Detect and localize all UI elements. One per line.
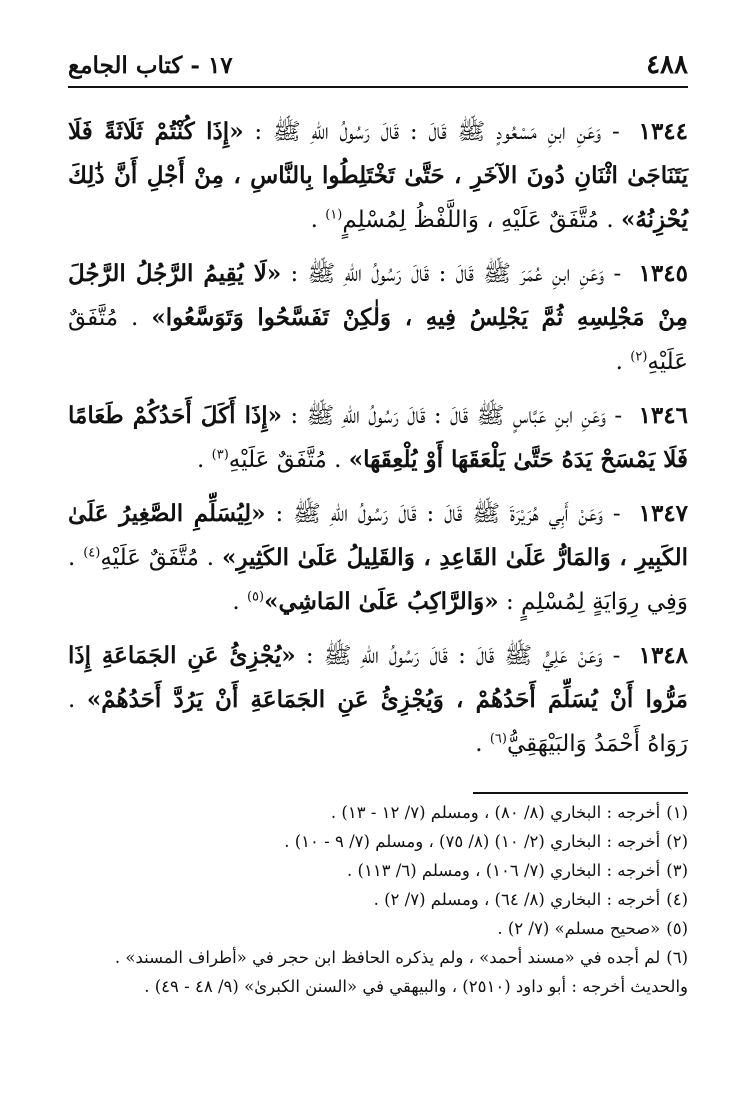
footnote-ref: (٢) <box>630 349 648 365</box>
hadith-matn: «لِيُسَلِّمِ الصَّغِيرُ عَلَىٰ الكَبِيرِ ، وَالمَارُّ عَلَىٰ القَاعِدِ ، وَالقَلِيلُ عَلَىٰ الكَثِيرِ» <box>68 500 689 571</box>
footnote <box>68 827 688 856</box>
hadith-source: . مُتَّفَقٌ عَلَيْهِ <box>68 305 688 375</box>
hadith-paragraph <box>68 492 688 624</box>
footnote-mark: (٢) <box>666 832 688 851</box>
footnote-ref: (٣) <box>211 447 229 463</box>
hadith-number: ١٣٤٤ <box>638 118 689 145</box>
hadith-intro: - وَعَنِ ابنِ مَسْعُودٍ ﷺ قَالَ : قَالَ رَسُولُ اللهِ ﷺ : <box>254 119 620 145</box>
hadith-number: ١٣٤٧ <box>638 500 689 527</box>
hadith-end: . <box>232 589 240 615</box>
footnote-ref: (٦) <box>489 731 507 747</box>
footnote <box>68 943 688 1001</box>
hadith-source: . مُتَّفَقٌ عَلَيْهِ ، وَاللَّفْظُ لِمُسْلِمٍ <box>342 207 614 233</box>
hadith-end: . <box>197 447 205 473</box>
footnote-mark: (٣) <box>666 861 688 880</box>
footnote-text: أخرجه : البخاري (٢/ ١٠) (٨/ ٧٥) ، ومسلم (٧/ ٩ - ١٠) . <box>284 832 661 851</box>
footnote-text: أخرجه : البخاري (٧/ ١٠٦) ، ومسلم (٦/ ١١٣) . <box>347 861 661 880</box>
footnote-mark: (٦) <box>666 948 688 967</box>
footnote <box>68 885 688 914</box>
hadith-variant-matn: «وَالرَّاكِبُ عَلَىٰ المَاشِي» <box>264 588 499 615</box>
hadith-source: . رَوَاهُ أَحْمَدُ وَالبَيْهَقِيُّ <box>68 687 688 757</box>
footnotes <box>68 798 688 1001</box>
footnote-separator <box>473 792 688 794</box>
footnote-ref: (٤) <box>83 545 101 561</box>
hadith-matn: «يُجْزِئُ عَنِ الجَمَاعَةِ إِذَا مَرُّوا أَنْ يُسَلِّمَ أَحَدُهُمْ ، وَيُجْزِئُ عَنِ الجَمَاعَةِ أَنْ يَرُدَّ أَحَدُهُمْ» <box>68 642 689 713</box>
hadith-end: . <box>615 349 623 375</box>
footnote-mark: (١) <box>666 803 688 822</box>
hadith-matn: «لَا يُقِيمُ الرَّجُلُ الرَّجُلَ مِنْ مَجْلِسِهِ ثُمَّ يَجْلِسُ فِيهِ ، وَلٰكِنْ تَفَسَّحُوا وَتَوَسَّعُوا» <box>68 260 689 331</box>
hadith-intro: - وَعَنْ عَلِيٍّ ﷺ قَالَ : قَالَ رَسُولُ اللهِ ﷺ : <box>305 643 621 669</box>
hadith-source: . مُتَّفَقٌ عَلَيْهِ <box>100 545 215 571</box>
page-number: ٤٨٨ <box>646 50 688 80</box>
footnote-text: لم أجده في «مسند أحمد» ، ولم يذكره الحافظ ابن حجر في «أطراف المسند» . والحديث أخرجه : أبو داود (٢٥١٠) ، والبيهقي في «السنن الكبرىٰ» (٩/ ٤٨ - ٤٩) . <box>114 948 688 996</box>
footnote <box>68 914 688 943</box>
hadith-paragraph <box>68 110 688 242</box>
book-page <box>68 46 688 1076</box>
footnote-text: أخرجه : البخاري (٨/ ٨٠) ، ومسلم (٧/ ١٢ - ١٣) . <box>330 803 661 822</box>
hadith-intro: - وَعَنِ ابنِ عَبَّاسٍ ﷺ قَالَ : قَالَ رَسُولُ اللهِ ﷺ : <box>290 403 623 429</box>
hadith-matn: «إِذَا كُنْتُمْ ثَلَاثَةً فَلَا يَتَنَاجَىٰ اثْنَانِ دُونَ الآخَرِ ، حَتَّىٰ تَخْتَلِطُوا بِالنَّاسِ ، مِنْ أَجْلِ أَنَّ ذَٰلِكَ يُحْزِنُهُ» <box>68 118 688 233</box>
hadith-intro: - وَعَنِ ابنِ عُمَرَ ﷺ قَالَ : قَالَ رَسُولُ اللهِ ﷺ : <box>290 261 622 287</box>
footnote <box>68 798 688 827</box>
footnote-mark: (٥) <box>666 919 688 938</box>
hadith-number: ١٣٤٦ <box>638 402 688 429</box>
footnote-ref: (١) <box>325 207 343 223</box>
hadith-matn: «إِذَا أَكَلَ أَحَدُكُمْ طَعَامًا فَلَا يَمْسَحْ يَدَهُ حَتَّىٰ يَلْعَقَهَا أَوْ يُلْعِقَهَا» <box>68 402 688 473</box>
footnote-ref: (٥) <box>246 589 265 605</box>
hadith-paragraph <box>68 634 688 766</box>
footnote-text: أخرجه : البخاري (٨/ ٦٤) ، ومسلم (٧/ ٢) . <box>373 890 661 909</box>
footnote <box>68 856 688 885</box>
chapter-title: ١٧ - كتاب الجامع <box>68 52 233 79</box>
hadith-end: . <box>310 207 318 233</box>
hadith-intro: - وَعَنْ أَبِي هُرَيْرَةَ ﷺ قَالَ : قَالَ رَسُولُ اللهِ ﷺ : <box>275 501 621 527</box>
footnote-text: «صحيح مسلم» (٧/ ٢) . <box>497 919 661 938</box>
hadith-paragraph <box>68 394 688 482</box>
hadith-end: . <box>475 731 483 757</box>
hadith-paragraph <box>68 252 688 384</box>
hadith-variant-intro: . وَفِي رِوَايَةٍ لِمُسْلِمٍ : <box>68 545 688 615</box>
hadith-source: . مُتَّفَقٌ عَلَيْهِ <box>228 447 342 473</box>
footnote-mark: (٤) <box>666 890 688 909</box>
hadith-number: ١٣٤٥ <box>638 260 688 287</box>
hadith-number: ١٣٤٨ <box>638 642 689 669</box>
page-header <box>68 46 688 88</box>
